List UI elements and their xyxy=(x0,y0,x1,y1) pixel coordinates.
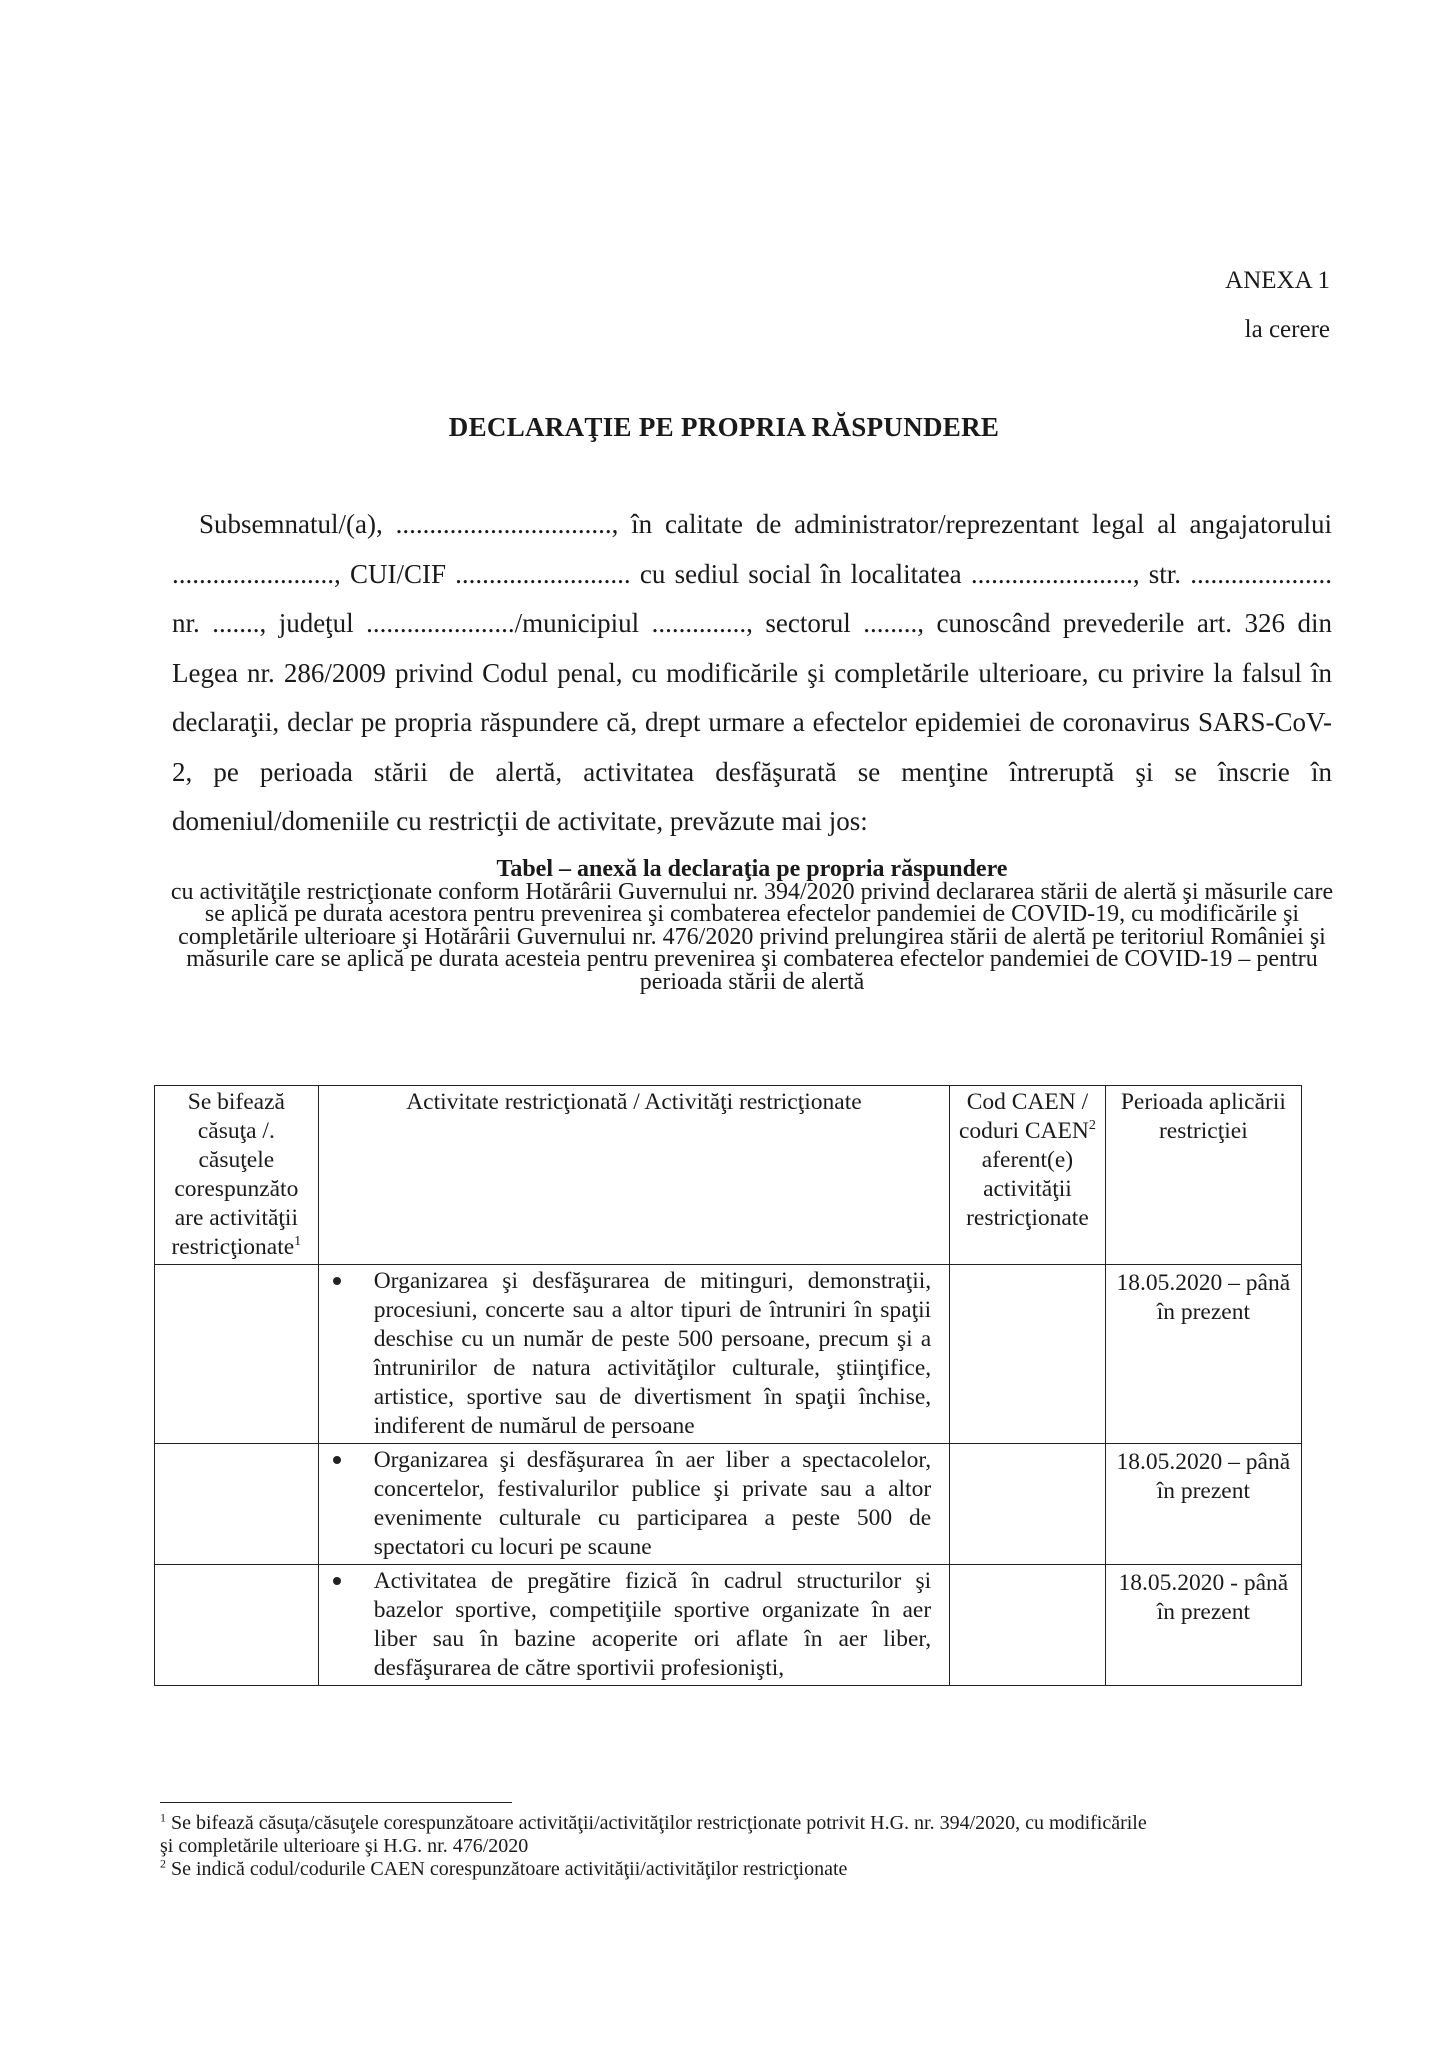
activity-cell: Organizarea şi desfăşurarea de mitinguri, demonstraţii, procesiuni, concerte sau a altor tipuri de întruniri în spaţii deschise cu un număr de peste 500 persoane, precum şi a întrunirilor de natura activităţilor culturale, ştiinţifice, artistice, sportive sau de divertisment în spaţii închise, indiferent de numărul de persoane xyxy=(318,1265,949,1444)
period-cell: 18.05.2020 – până în prezent xyxy=(1105,1444,1301,1565)
caen-cell[interactable] xyxy=(950,1265,1106,1444)
table-header-row xyxy=(155,1086,1302,1265)
activity-cell: Organizarea şi desfăşurarea în aer liber a spectacolelor, concertelor, festivalurilor publice şi private sau a altor evenimente culturale cu participarea a peste 500 de spectatori cu locuri pe scaune xyxy=(318,1444,949,1565)
bullet-icon xyxy=(333,1277,341,1285)
header-caen-column: Cod CAEN / coduri CAEN$^2$ aferent(e) activităţii restricţionate xyxy=(950,1086,1106,1265)
annex-subtitle: la cerere xyxy=(1244,316,1330,343)
restricted-activities-table xyxy=(154,1085,1302,1686)
bullet-icon xyxy=(333,1577,341,1585)
table-caption-text: cu activităţile restricţionate conform Hotărârii Guvernului nr. 394/2020 privind declararea stării de alertă şi măsurile care se aplică pe durata acestora pentru prevenirea şi combaterea efectelor pandemiei de COVID-19, cu modificările şi completările ulterioare şi Hotărârii Guvernului nr. 476/2020 privind prelungirea stării de alertă pe teritoriul României şi măsurile care se aplică pe durata acesteia pentru prevenirea şi combaterea efectelor pandemiei de COVID-19 – pentru perioada stării de alertă xyxy=(170,878,1334,995)
checkbox-cell[interactable] xyxy=(155,1565,319,1686)
table-caption xyxy=(170,858,1334,993)
period-cell: 18.05.2020 - până în prezent xyxy=(1105,1565,1301,1686)
header-check-column: Se bifează căsuţa /. căsuţele corespunzăto are activităţii restricţionate$^1$ xyxy=(155,1086,319,1265)
table-row xyxy=(155,1265,1302,1444)
footnote-separator xyxy=(160,1802,512,1803)
table-row xyxy=(155,1444,1302,1565)
period-cell: 18.05.2020 – până în prezent xyxy=(1105,1265,1301,1444)
table-caption-title: Tabel – anexă la declaraţia pe propria răspundere xyxy=(496,856,1008,882)
bullet-icon xyxy=(333,1456,341,1464)
document-title: DECLARAŢIE PE PROPRIA RĂSPUNDERE xyxy=(448,412,1000,442)
footnote-2: $^2$ Se indică codul/codurile CAEN corespunzătoare activităţii/activităţilor restricţionate xyxy=(160,1856,848,1880)
caen-cell[interactable] xyxy=(950,1444,1106,1565)
header-period-column: Perioada aplicării restricţiei xyxy=(1105,1086,1301,1265)
table-row xyxy=(155,1565,1302,1686)
checkbox-cell[interactable] xyxy=(155,1265,319,1444)
declaration-paragraph: Subsemnatul/(a), ................................, în calitate de administrator/reprezentant legal al angajatorului ........................, CUI/CIF .......................... cu sediul social în localitatea ........................, str. ..................... nr. ......., judeţul ....................../municipiul .............., sectorul ........, cunoscând prevederile art. 326 din Legea nr. 286/2009 privind Codul penal, cu modificările şi completările ulterioare, cu privire la falsul în declaraţii, declar pe propria răspundere că, drept urmare a efectelor epidemiei de coronavirus SARS-CoV-2, pe perioada stării de alertă, activitatea desfăşurată se menţine întreruptă şi se înscrie în domeniul/domeniile cu restricţii de activitate, prevăzute mai jos: xyxy=(172,509,1332,836)
footnote-1: $^1$ Se bifează căsuţa/căsuţele corespunzătoare activităţii/activităţilor restricţionate potrivit H.G. nr. 394/2020, cu modificările şi completările ulterioare şi H.G. nr. 476/2020 xyxy=(160,1810,1147,1857)
declaration-body xyxy=(172,500,1332,847)
activity-cell: Activitatea de pregătire fizică în cadrul structurilor şi bazelor sportive, competiţiile sportive organizate în aer liber sau în bazine acoperite ori aflate în aer liber, desfăşurarea de către sportivii profesionişti, xyxy=(318,1565,949,1686)
checkbox-cell[interactable] xyxy=(155,1444,319,1565)
header-activity-column: Activitate restricţionată / Activităţi restricţionate xyxy=(318,1086,949,1265)
footnotes xyxy=(160,1812,1160,1881)
caen-cell[interactable] xyxy=(950,1565,1106,1686)
annex-number: ANEXA 1 xyxy=(1225,267,1330,294)
